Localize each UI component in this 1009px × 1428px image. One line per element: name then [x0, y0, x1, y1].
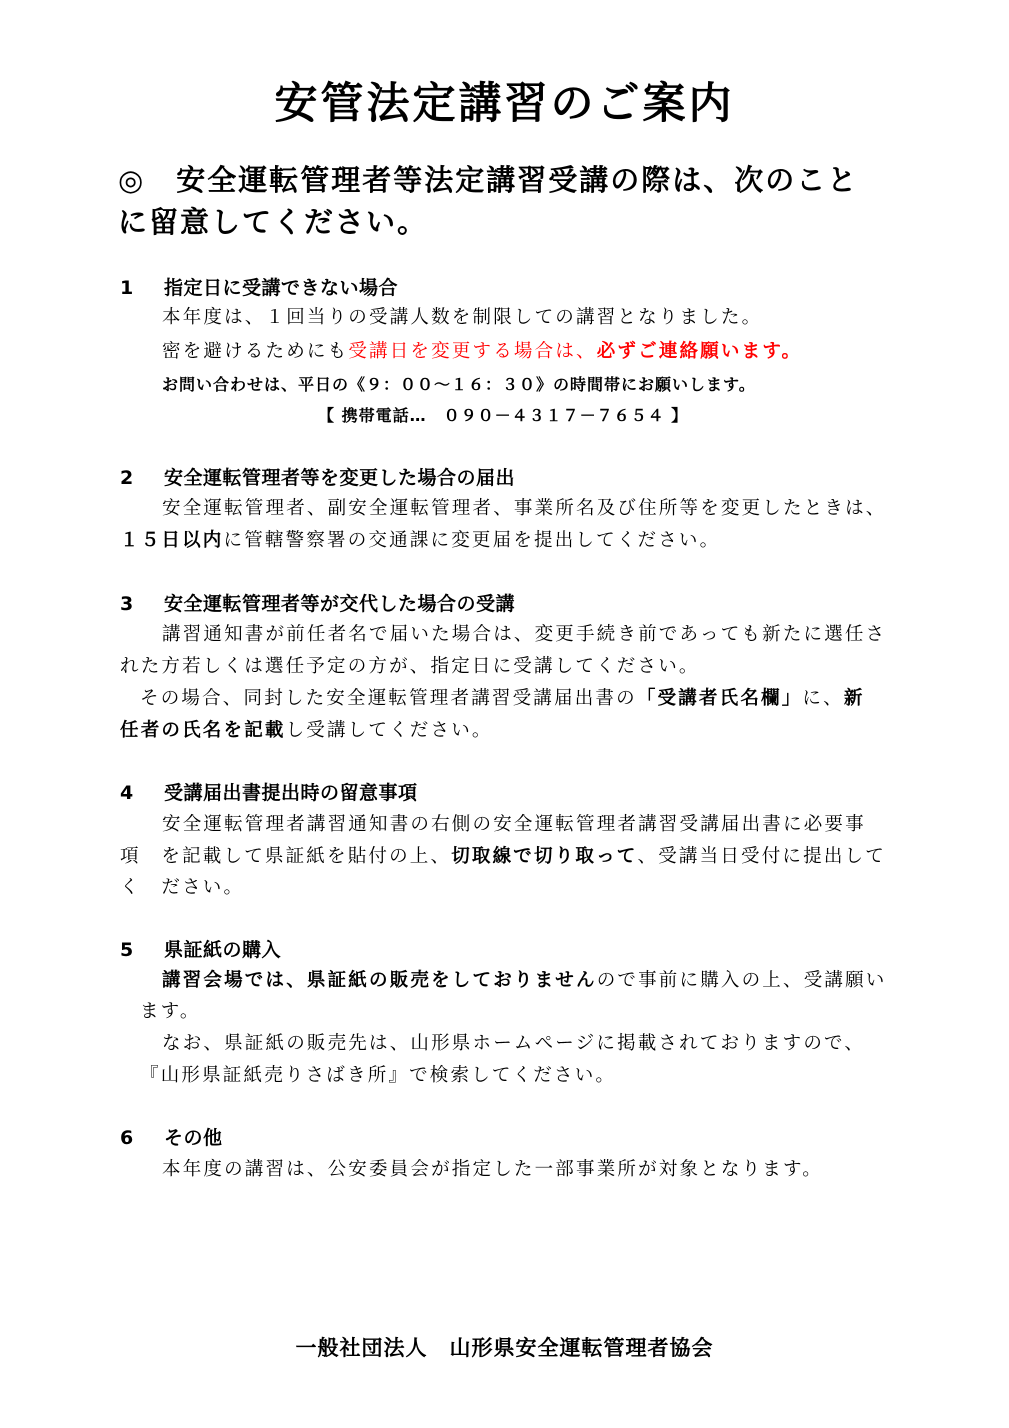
bold-text-run: 任者の氏名を記載 — [120, 720, 286, 741]
section-5-line-3: なお、県証紙の販売先は、山形県ホームページに掲載されておりますので、 — [162, 1033, 866, 1054]
section-3-heading — [120, 589, 515, 616]
section-number: 3 — [120, 593, 134, 615]
section-3-line-3 — [140, 684, 865, 710]
section-number: 2 — [120, 467, 134, 489]
section-4-line-1: 安全運転管理者講習通知書の右側の安全運転管理者講習受講届出書に必要事 — [162, 814, 866, 835]
page-title: 安管法定講習のご案内 — [274, 79, 735, 129]
bold-text-run: 講習会場では、県証紙の販売をしておりません — [162, 970, 597, 991]
section-title: 指定日に受講できない場合 — [164, 277, 399, 299]
lead-line-2: に留意してください。 — [118, 205, 429, 239]
section-title: 県証紙の購入 — [164, 939, 282, 961]
bold-text-run: 切取線で切り取って — [451, 846, 638, 867]
text-run: ので事前に購入の上、受講願い — [596, 970, 887, 991]
section-1-line-1: 本年度は、１回当りの受講人数を制限しての講習となりました。 — [162, 307, 763, 328]
section-4-line-3: く ださい。 — [120, 877, 245, 898]
section-1-phone: 【 携帯電話… ０９０－４３１７－７６５４ 】 — [318, 406, 689, 425]
lead-line-1: ◎ 安全運転管理者等法定講習受講の際は、次のこと — [118, 163, 859, 197]
text-run: に、 — [802, 688, 844, 709]
section-2-line-2 — [120, 526, 720, 552]
section-1-heading — [120, 273, 398, 300]
section-number: 6 — [120, 1127, 134, 1149]
red-bold-text-run: 必ずご連絡願います。 — [596, 341, 803, 362]
section-5-line-4: 『山形県証紙売りさばき所』で検索してください。 — [140, 1065, 617, 1086]
text-run: 項 を記載して県証紙を貼付の上、 — [120, 846, 452, 867]
text-run: に管轄警察署の交通課に変更届を提出してください。 — [223, 530, 721, 551]
section-5-line-2: ます。 — [140, 1001, 201, 1022]
section-3-line-4 — [120, 716, 493, 742]
section-title: 安全運転管理者等を変更した場合の届出 — [164, 467, 516, 489]
text-run: し受講してください。 — [285, 720, 493, 741]
bold-text-run: 「受講者氏名欄」 — [636, 688, 803, 709]
section-3-line-1: 講習通知書が前任者名で届いた場合は、変更手続き前であっても新たに選任さ — [162, 624, 887, 645]
section-number: 4 — [120, 782, 134, 804]
red-text-run: 受講日を変更する場合は、 — [348, 341, 597, 362]
section-number: 5 — [120, 939, 134, 961]
section-6-line-1: 本年度の講習は、公安委員会が指定した一部事業所が対象となります。 — [162, 1159, 823, 1180]
section-6-heading — [120, 1123, 223, 1150]
section-4-line-2 — [120, 842, 886, 868]
text-run: 、受講当日受付に提出して — [637, 846, 886, 867]
section-title: その他 — [164, 1127, 223, 1149]
section-1-line-2 — [162, 337, 802, 363]
organization-footer: 一般社団法人 山形県安全運転管理者協会 — [295, 1336, 714, 1360]
section-title: 安全運転管理者等が交代した場合の受講 — [164, 593, 516, 615]
section-5-line-1 — [162, 966, 887, 992]
section-1-contact-hours: お問い合わせは、平日の《９：００～１６：３０》の時間帯にお願いします。 — [162, 375, 756, 394]
text-run: その場合、同封した安全運転管理者講習受講届出書の — [140, 688, 637, 709]
bold-text-run: １５日以内 — [120, 530, 224, 551]
section-2-heading — [120, 463, 515, 490]
section-number: 1 — [120, 277, 134, 299]
section-3-line-2: れた方若しくは選任予定の方が、指定日に受講してください。 — [120, 656, 700, 677]
section-title: 受講届出書提出時の留意事項 — [164, 782, 418, 804]
bold-text-run: 新 — [843, 688, 865, 709]
text-run: 密を避けるためにも — [162, 341, 349, 362]
section-5-heading — [120, 935, 281, 962]
section-2-line-1: 安全運転管理者、副安全運転管理者、事業所名及び住所等を変更したときは、 — [162, 498, 887, 519]
section-4-heading — [120, 778, 418, 805]
